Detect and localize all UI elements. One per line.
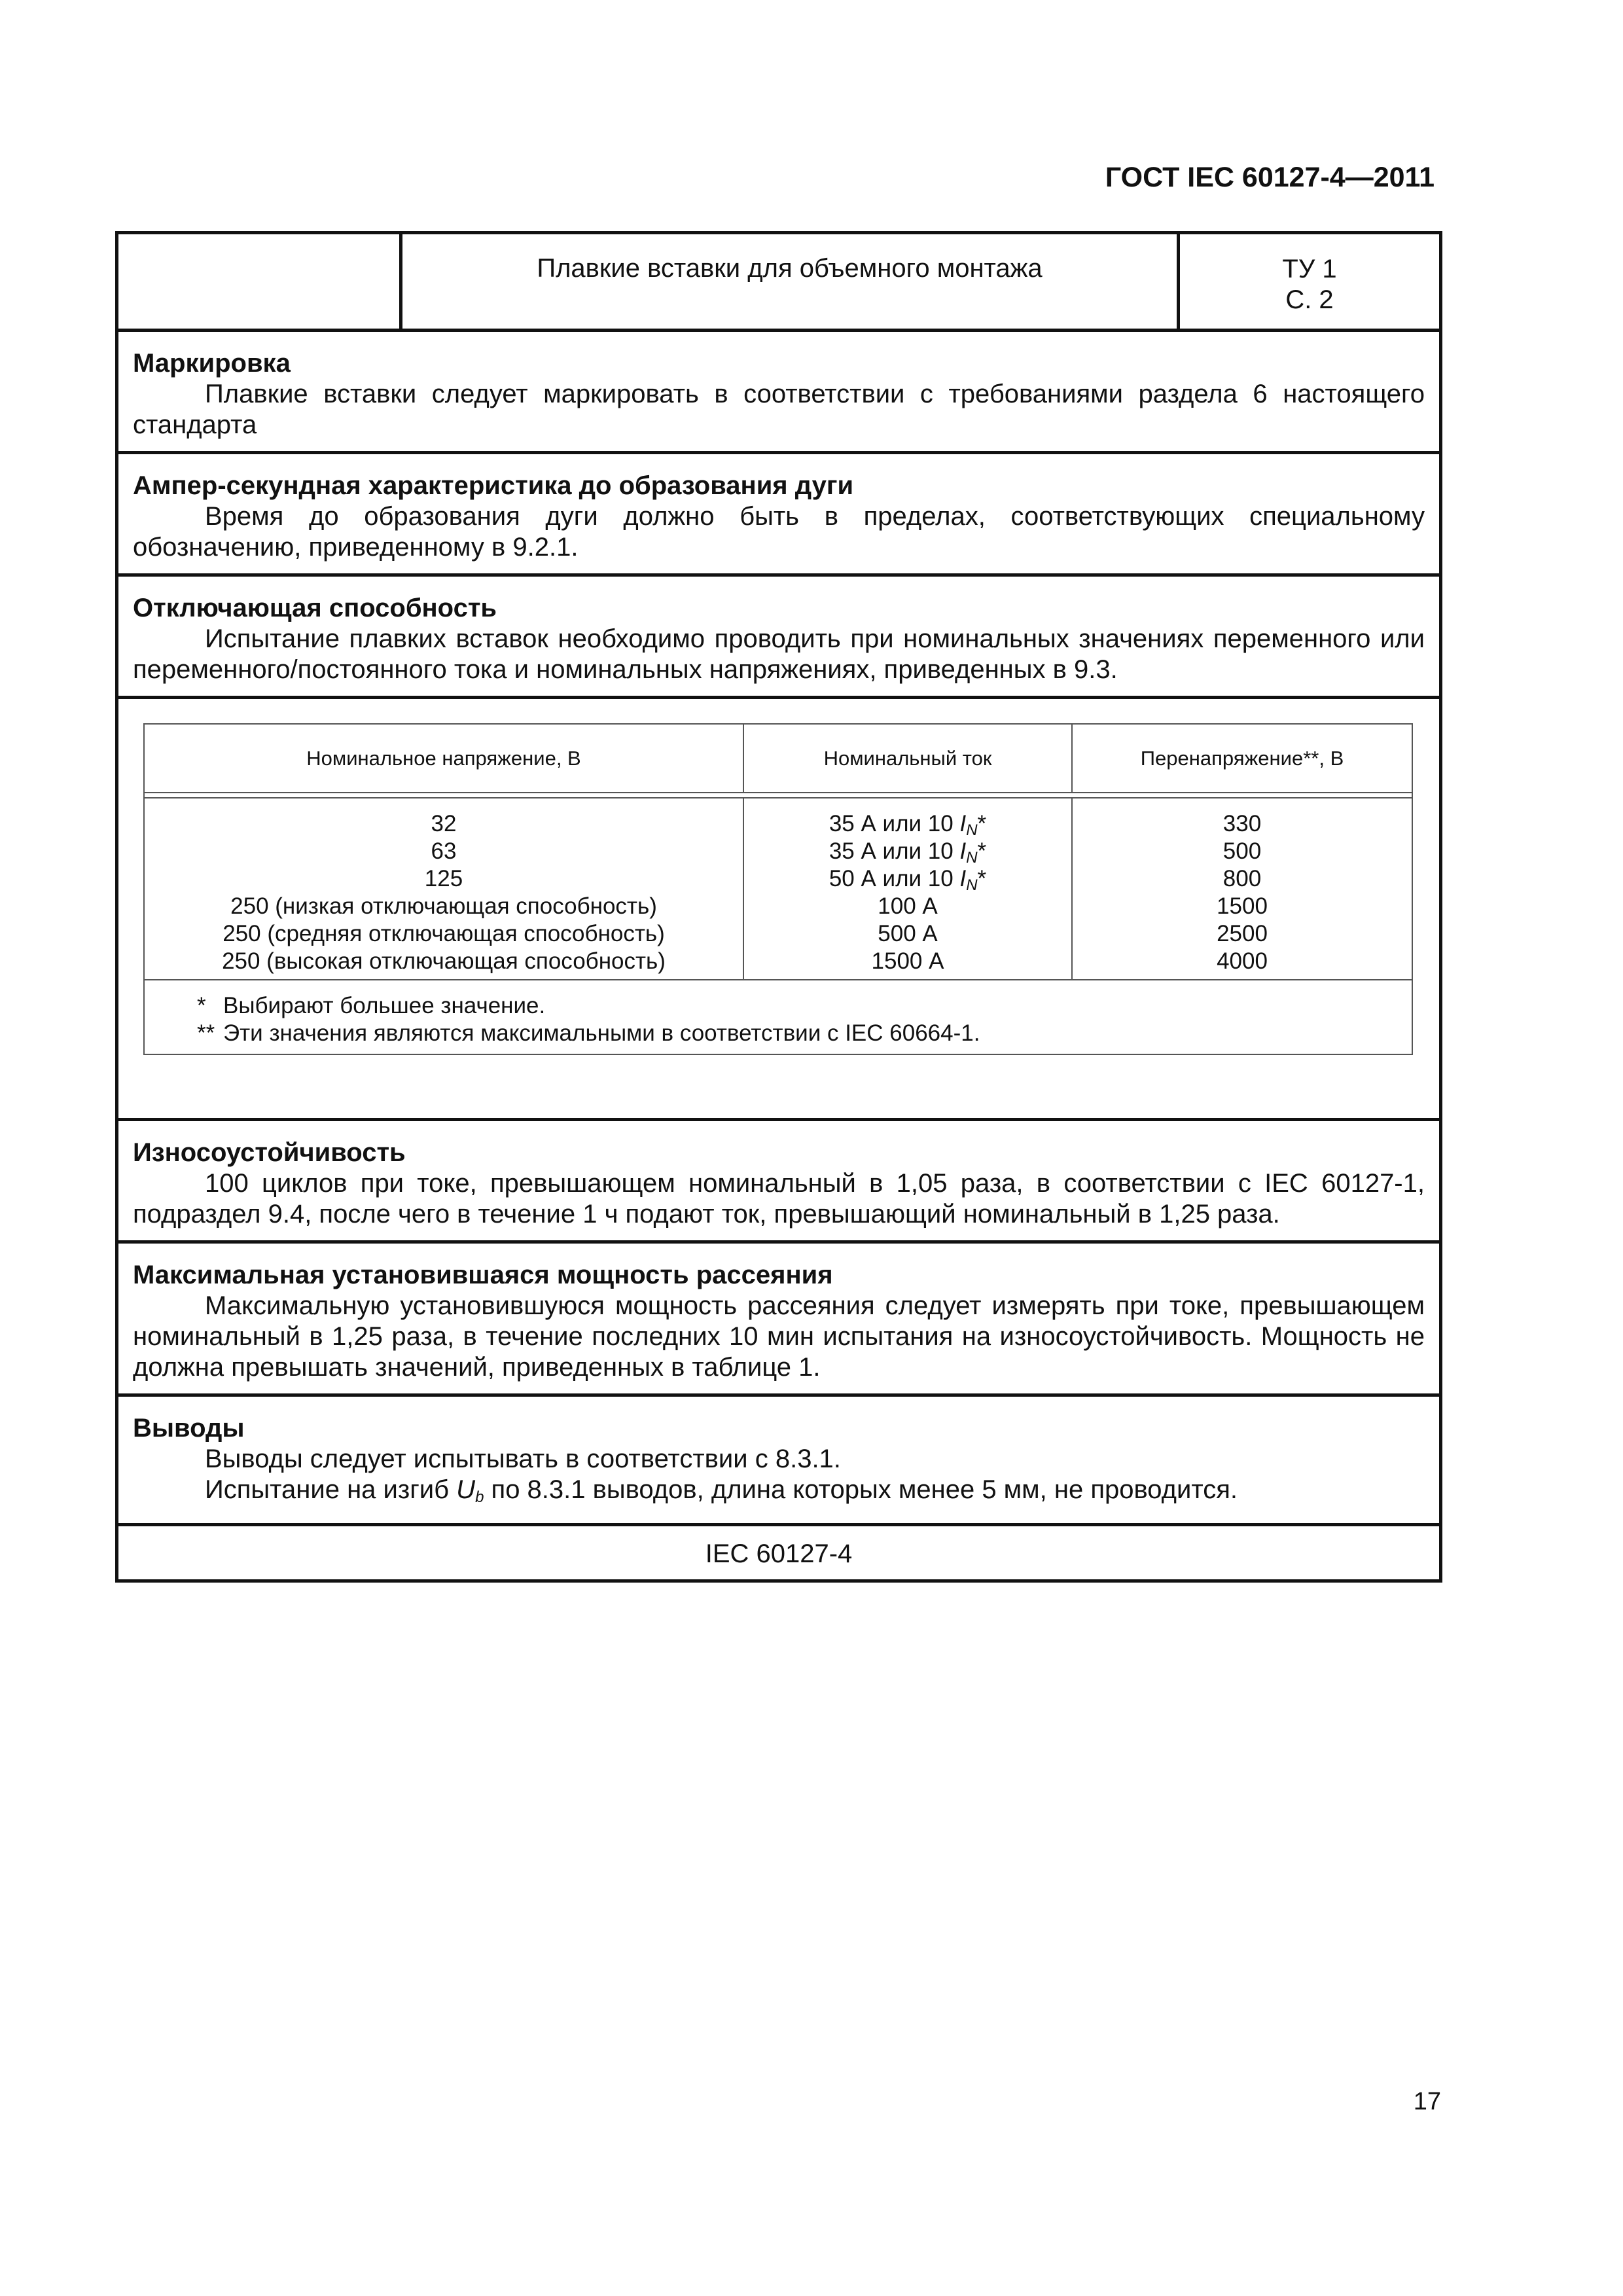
- section-ampere-characteristic: [118, 454, 1439, 577]
- text-run: Испытание на изгиб: [205, 1475, 457, 1504]
- current-subscript: N: [966, 876, 978, 894]
- current-value: 50 А или 10: [829, 866, 960, 891]
- table-cell: 330: [1222, 811, 1262, 836]
- table-cell: 63: [431, 838, 457, 864]
- current-symbol: I: [959, 866, 967, 891]
- header-voltage: Номинальное напряжение, В: [145, 725, 744, 792]
- topbar-empty-cell: [118, 234, 402, 329]
- text-run: по 8.3.1 выводов, длина которых менее 5 мм, не проводится.: [484, 1475, 1238, 1504]
- table-body: [145, 798, 1412, 980]
- table-cell: 250 (средняя отключающая способность): [223, 921, 665, 946]
- tu-number: ТУ 1: [1282, 255, 1337, 283]
- table-cell: 500 А: [878, 921, 938, 946]
- standard-header: ГОСТ IEC 60127-4—2011: [1105, 162, 1435, 193]
- table-cell: 800: [1222, 866, 1262, 891]
- table-cell: 500: [1222, 838, 1262, 864]
- section-text: Выводы следует испытывать в соответствии с 8.3.1.: [205, 1444, 841, 1473]
- section-terminals: [118, 1397, 1439, 1526]
- section-rating-table: [118, 699, 1439, 1121]
- variable-subscript: b: [475, 1488, 484, 1506]
- table-cell: [744, 838, 1071, 865]
- table-header-row: [145, 725, 1412, 793]
- page-number: 17: [1413, 2088, 1441, 2115]
- table-cell: 1500: [1217, 893, 1268, 919]
- table-cell: 32: [431, 811, 457, 836]
- table-note: [197, 992, 1412, 1020]
- topbar-title: Плавкие вставки для объемного монтажа: [402, 234, 1180, 329]
- table-cell: 2500: [1217, 921, 1268, 946]
- current-symbol: I: [959, 811, 967, 836]
- note-mark: **: [197, 1020, 215, 1046]
- section-text: Время до образования дуги должно быть в пределах, соответствующих специальному обозначению, приведенному в 9.2.1.: [133, 502, 1425, 562]
- header-current: Номинальный ток: [744, 725, 1073, 792]
- section-text: Испытание плавких вставок необходимо проводить при номинальных значениях переменного или переменного/постоянного тока и номинальных напряжениях, приведенных в 9.3.: [133, 624, 1425, 684]
- section-endurance: [118, 1121, 1439, 1244]
- table-cell: 100 А: [878, 893, 938, 919]
- section-heading: Ампер-секундная характеристика до образования дуги: [133, 471, 854, 500]
- section-heading: Максимальная установившаяся мощность рассеяния: [133, 1261, 833, 1289]
- topbar-tu-cell: [1180, 234, 1439, 329]
- table-cell: 250 (высокая отключающая способность): [222, 948, 666, 974]
- tu-page: С. 2: [1285, 285, 1334, 314]
- table-cell: [744, 865, 1071, 893]
- section-text: Плавкие вставки следует маркировать в соответствии с требованиями раздела 6 настоящего стандарта: [133, 380, 1425, 439]
- section-text: Максимальную установившуюся мощность рассеяния следует измерять при токе, превышающем номинальный в 1,25 раза, в течение последних 10 мин испытания на износоустойчивость. Мощность не должна превышать значений, приведенных в таблице 1.: [133, 1291, 1425, 1382]
- table-cell: 250 (низкая отключающая способность): [230, 893, 657, 919]
- table-cell: 1500 А: [871, 948, 944, 974]
- section-text: [133, 1475, 1425, 1513]
- rating-table: [143, 723, 1413, 1055]
- section-heading: Износоустойчивость: [133, 1138, 406, 1167]
- note-text: Эти значения являются максимальными в соответствии с IEC 60664-1.: [223, 1020, 980, 1046]
- section-heading: Отключающая способность: [133, 594, 497, 622]
- variable-symbol: U: [456, 1475, 476, 1504]
- tech-conditions-frame: [115, 231, 1442, 1583]
- current-value: 35 А или 10: [829, 838, 960, 864]
- table-cell: 125: [424, 866, 463, 891]
- table-cell: [744, 810, 1071, 838]
- column-current: [744, 798, 1073, 979]
- section-marking: [118, 332, 1439, 454]
- section-heading: Выводы: [133, 1414, 245, 1443]
- section-text: 100 циклов при токе, превышающем номинальный в 1,05 раза, в соответствии с IEC 60127-1, подраздел 9.4, после чего в течение 1 ч подают ток, превышающий номинальный в 1,25 раза.: [133, 1169, 1425, 1229]
- current-symbol: I: [959, 838, 967, 864]
- note-text: Выбирают большее значение.: [223, 993, 546, 1018]
- column-overvoltage: [1073, 798, 1412, 979]
- footnote-mark: *: [977, 866, 987, 891]
- table-cell: 4000: [1217, 948, 1268, 974]
- table-notes: [145, 980, 1412, 1054]
- table-note: [197, 1020, 1412, 1047]
- frame-footer-reference: IEC 60127-4: [705, 1539, 853, 1568]
- header-double-rule: [145, 793, 1412, 798]
- footnote-mark: *: [977, 838, 987, 864]
- current-subscript: N: [966, 821, 978, 839]
- current-subscript: N: [966, 849, 978, 867]
- header-overvoltage: Перенапряжение**, В: [1140, 746, 1344, 770]
- column-voltage: [145, 798, 744, 979]
- frame-topbar: [118, 234, 1439, 332]
- section-heading: Маркировка: [133, 349, 291, 378]
- note-mark: *: [197, 993, 206, 1018]
- footnote-mark: *: [977, 811, 987, 836]
- section-breaking-capacity: [118, 577, 1439, 699]
- current-value: 35 А или 10: [829, 811, 960, 836]
- section-power-dissipation: [118, 1244, 1439, 1397]
